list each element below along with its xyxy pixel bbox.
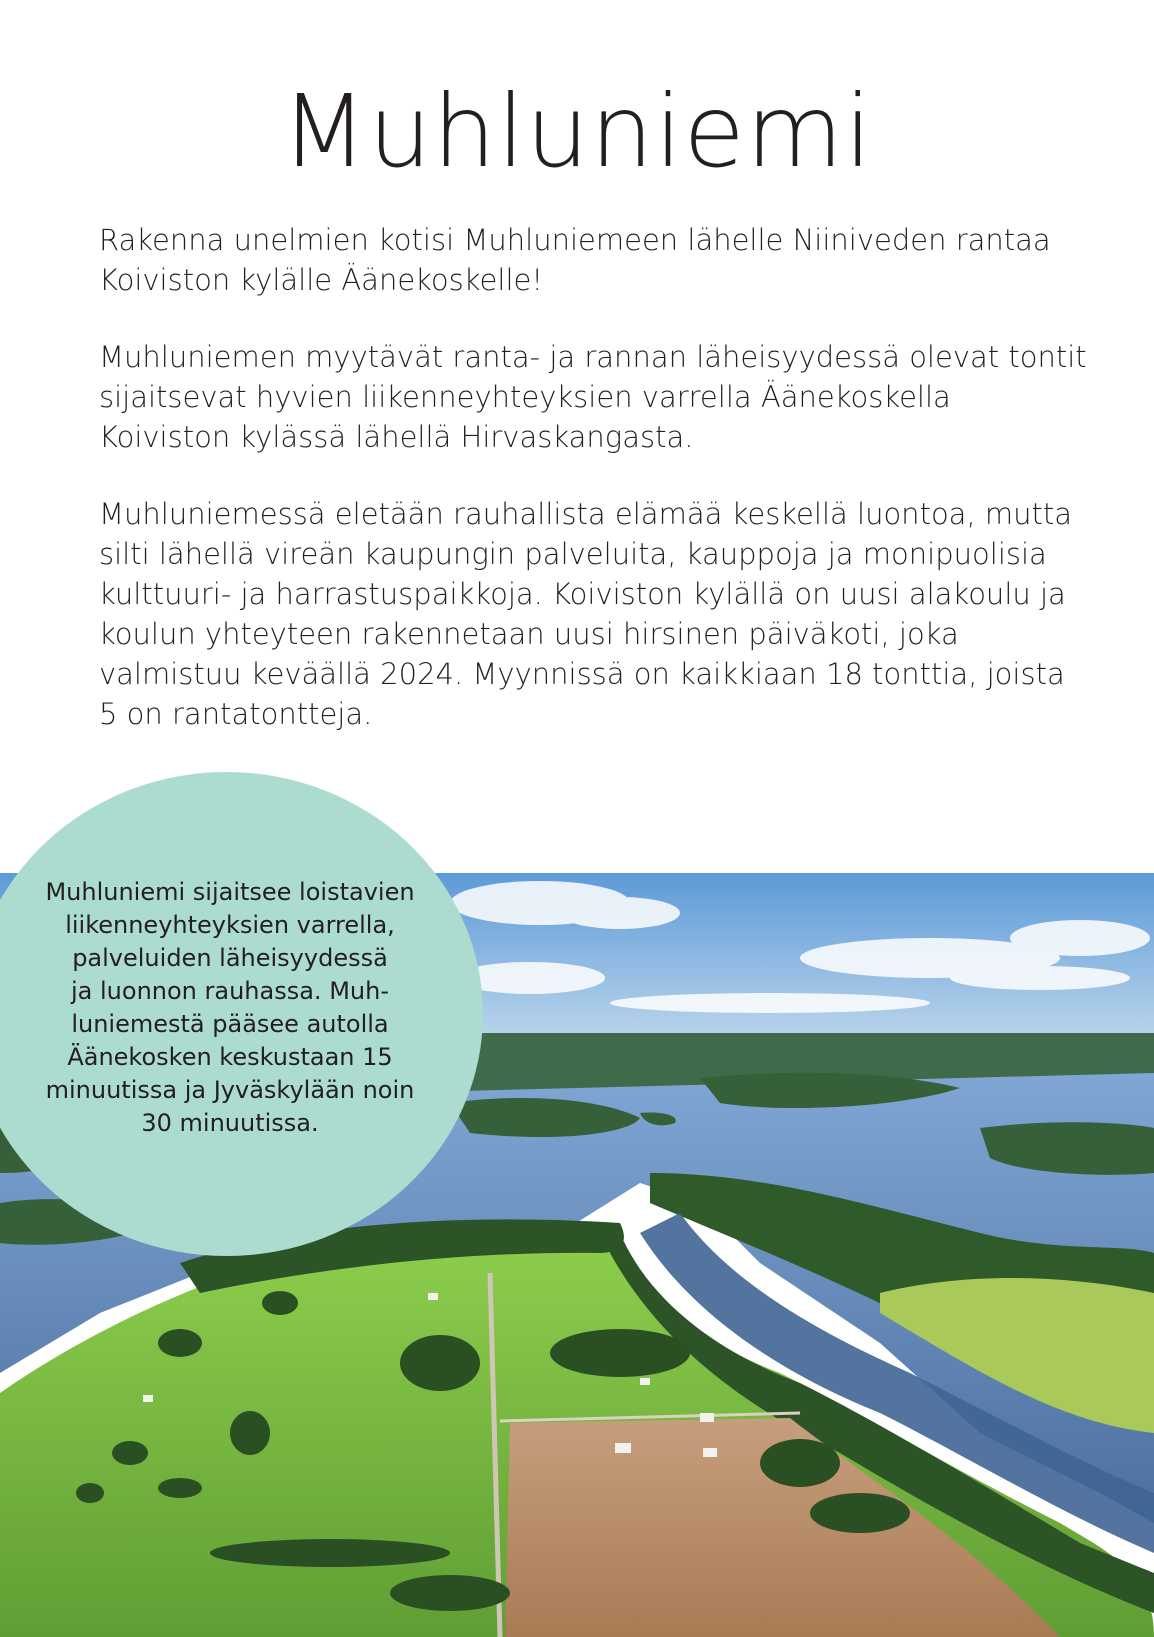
circle-line: Äänekosken keskustaan 15 [67,1043,393,1071]
circle-line: liikenneyhteyksien varrella, [65,911,395,939]
circle-line: Muhluniemi sijaitsee loistavien [45,878,415,906]
page-title: Muhluniemi [280,73,874,190]
circle-line: 30 minuutissa. [141,1109,319,1137]
circle-line: minuutissa ja Jyväskylään noin [45,1076,415,1104]
info-circle-text [30,876,430,1140]
intro-paragraph-2: Muhluniemen myytävät ranta- ja rannan läheisyydessä olevat tontit sijaitsevat hyvien liikenneyhteyksien varrella Äänekoskella Koiviston kylässä lähellä Hirvaskangasta. [99,340,1087,454]
intro-text [99,220,1089,771]
circle-line: palveluiden läheisyydessä [72,944,388,972]
intro-paragraph-3: Muhluniemessä eletään rauhallista elämää keskellä luontoa, mutta silti lähellä vireän kaupungin palveluita, kauppoja ja monipuolisia kulttuuri- ja harrastuspaikkoja. Koiviston kylällä on uusi alakoulu ja koulun yhteyteen rakennetaan uusi hirsinen päiväkoti, joka valmistuu keväällä 2024. Myynnissä on kaikkiaan 18 tonttia, joista 5 on rantatontteja. [99,497,1073,731]
circle-line: luniemestä pääsee autolla [71,1010,389,1038]
intro-paragraph-1: Rakenna unelmien kotisi Muhluniemeen lähelle Niiniveden rantaa Koiviston kylälle Äänekoskelle! [99,223,1051,297]
circle-line: ja luonnon rauhassa. Muh- [71,977,389,1005]
